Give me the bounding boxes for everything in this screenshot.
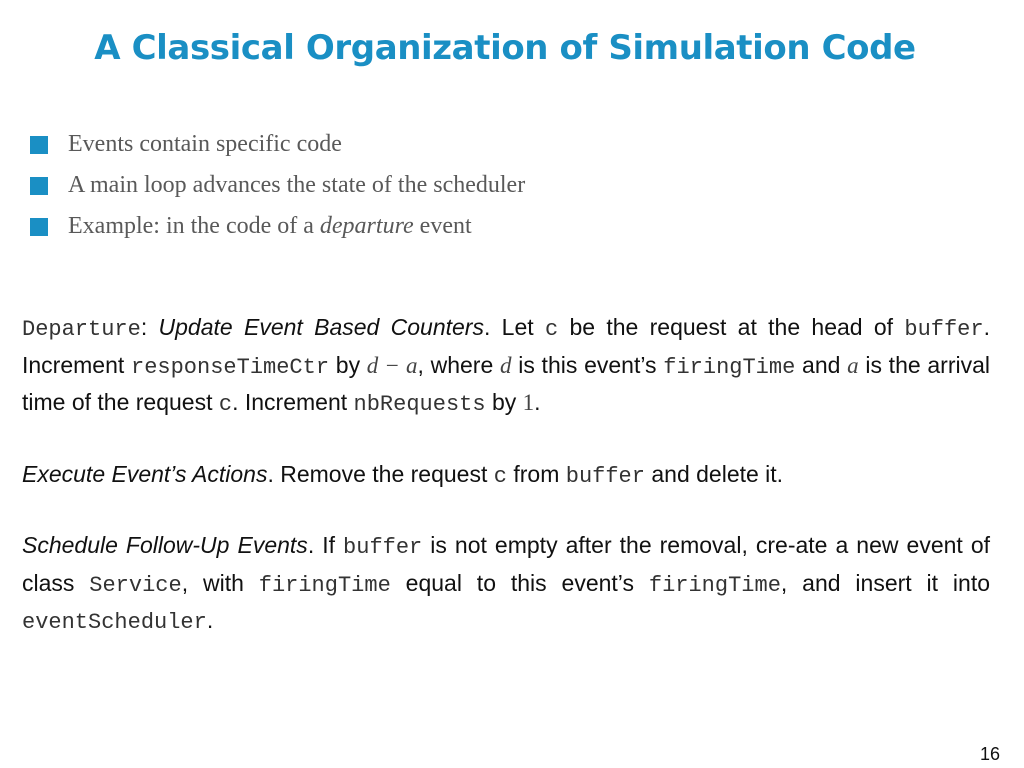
pseudocode-passage	[22, 310, 990, 675]
bullet-text-suffix: event	[413, 213, 472, 239]
text-run: , and insert it into	[780, 569, 990, 596]
bullet-text: A main loop advances the state of the scheduler	[68, 172, 526, 198]
text-run: is not empty after the removal, cre-ate a new event of class	[22, 532, 990, 596]
math-token: d − a	[366, 352, 418, 378]
bullet-text-emphasis: departure	[319, 213, 414, 239]
text-run: and	[795, 351, 848, 378]
paragraph-execute-actions	[22, 457, 990, 495]
paragraph-heading: Update Event Based Counters	[158, 314, 484, 340]
square-bullet-icon	[30, 136, 48, 154]
code-token: c	[493, 463, 507, 489]
code-token: firingTime	[258, 572, 391, 598]
text-run: .	[534, 389, 541, 415]
code-token: nbRequests	[353, 392, 486, 417]
text-run: from	[506, 460, 566, 487]
code-token: firingTime	[663, 354, 796, 380]
code-token: c	[218, 392, 233, 417]
text-run: by	[329, 351, 367, 378]
text-run: is this event’s	[511, 351, 664, 378]
code-token: Service	[89, 572, 182, 598]
bullet-item	[30, 165, 525, 206]
bullet-item	[30, 124, 525, 165]
code-token: buffer	[904, 317, 984, 342]
bullet-text: Events contain specific code	[68, 131, 342, 157]
bullet-item	[30, 206, 525, 247]
text-run: . Remove the request	[267, 460, 494, 487]
paragraph-heading: Schedule Follow-Up Events	[22, 532, 308, 558]
bullet-text-prefix: Example: in the code of a	[68, 213, 320, 239]
code-token: buffer	[343, 535, 423, 560]
code-token: firingTime	[648, 572, 781, 598]
slide-title: A Classical Organization of Simulation Code	[94, 28, 916, 68]
text-run: be the request at the head of	[558, 314, 905, 340]
text-run: . Increment	[232, 389, 354, 415]
text-run: .	[206, 607, 214, 633]
text-run: , with	[181, 569, 259, 596]
number-token: 1	[522, 390, 535, 415]
math-token: a	[847, 352, 859, 378]
paragraph-heading: Execute Event’s Actions	[22, 460, 268, 487]
code-token: buffer	[565, 463, 645, 489]
text-run: , where	[417, 351, 500, 378]
text-run: . If	[307, 532, 344, 558]
code-token: responseTimeCtr	[131, 354, 330, 380]
square-bullet-icon	[30, 177, 48, 195]
code-token: Departure	[22, 317, 141, 342]
text-run: . Let	[483, 314, 545, 340]
text-run: :	[140, 314, 148, 340]
paragraph-schedule-followup	[22, 528, 990, 641]
text-run: is the arrival time of the request	[22, 351, 991, 415]
bullet-text	[68, 213, 472, 240]
math-token: d	[500, 352, 512, 378]
code-token: eventScheduler	[22, 610, 207, 635]
text-run: and delete it.	[644, 460, 784, 487]
bullet-list	[30, 124, 525, 247]
code-token: c	[544, 317, 559, 342]
square-bullet-icon	[30, 218, 48, 236]
page-number: 16	[979, 744, 1000, 764]
paragraph-update-counters	[22, 310, 990, 423]
text-run: by	[485, 389, 523, 415]
text-run: equal to this event’s	[390, 569, 649, 596]
text-run: . Increment	[22, 314, 990, 378]
